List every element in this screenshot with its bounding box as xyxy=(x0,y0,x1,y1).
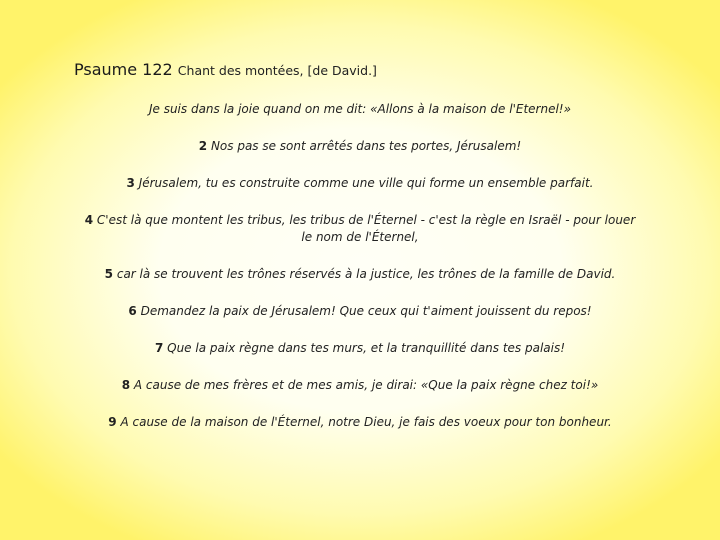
verse-number: 9 xyxy=(108,415,117,429)
verse-2 xyxy=(80,138,640,155)
verse-number: 7 xyxy=(154,341,164,355)
verse-5 xyxy=(80,266,640,283)
verse-text: Jérusalem, tu es construite comme une ville qui forme un ensemble parfait. xyxy=(138,176,594,190)
verse-text: Je suis dans la joie quand on me dit: «Allons à la maison de l'Eternel!» xyxy=(148,102,572,116)
verse-9 xyxy=(80,414,640,431)
verse-text: Nos pas se sont arrêtés dans tes portes, Jérusalem! xyxy=(210,139,522,153)
verse-number: 4 xyxy=(84,213,94,227)
verse-text: Que la paix règne dans tes murs, et la tranquillité dans tes palais! xyxy=(167,341,566,355)
verse-8 xyxy=(80,377,640,394)
verse-1 xyxy=(80,101,640,118)
verse-number: 3 xyxy=(126,176,135,190)
verse-3 xyxy=(80,175,640,192)
verse-4 xyxy=(80,212,640,246)
verse-number: 6 xyxy=(128,304,137,318)
verse-text: C'est là que montent les tribus, les tribus de l'Éternel - c'est la règle en Israël - pour louer le nom de l'Éternel, xyxy=(96,213,636,244)
psalm-title xyxy=(74,60,377,79)
psalm-title-subtitle: Chant des montées, [de David.] xyxy=(177,63,377,78)
verse-number: 5 xyxy=(104,267,114,281)
verse-6 xyxy=(80,303,640,320)
verse-list xyxy=(80,101,640,451)
verse-text: Demandez la paix de Jérusalem! Que ceux qui t'aiment jouissent du repos! xyxy=(140,304,592,318)
verse-number: 2 xyxy=(198,139,208,153)
verse-text: A cause de la maison de l'Éternel, notre Dieu, je fais des voeux pour ton bonheur. xyxy=(120,415,612,429)
verse-7 xyxy=(80,340,640,357)
verse-number: 8 xyxy=(121,378,131,392)
verse-text: car là se trouvent les trônes réservés à la justice, les trônes de la famille de David. xyxy=(116,267,616,281)
verse-text: A cause de mes frères et de mes amis, je dirai: «Que la paix règne chez toi!» xyxy=(133,378,599,392)
psalm-title-main: Psaume 122 xyxy=(74,60,173,79)
